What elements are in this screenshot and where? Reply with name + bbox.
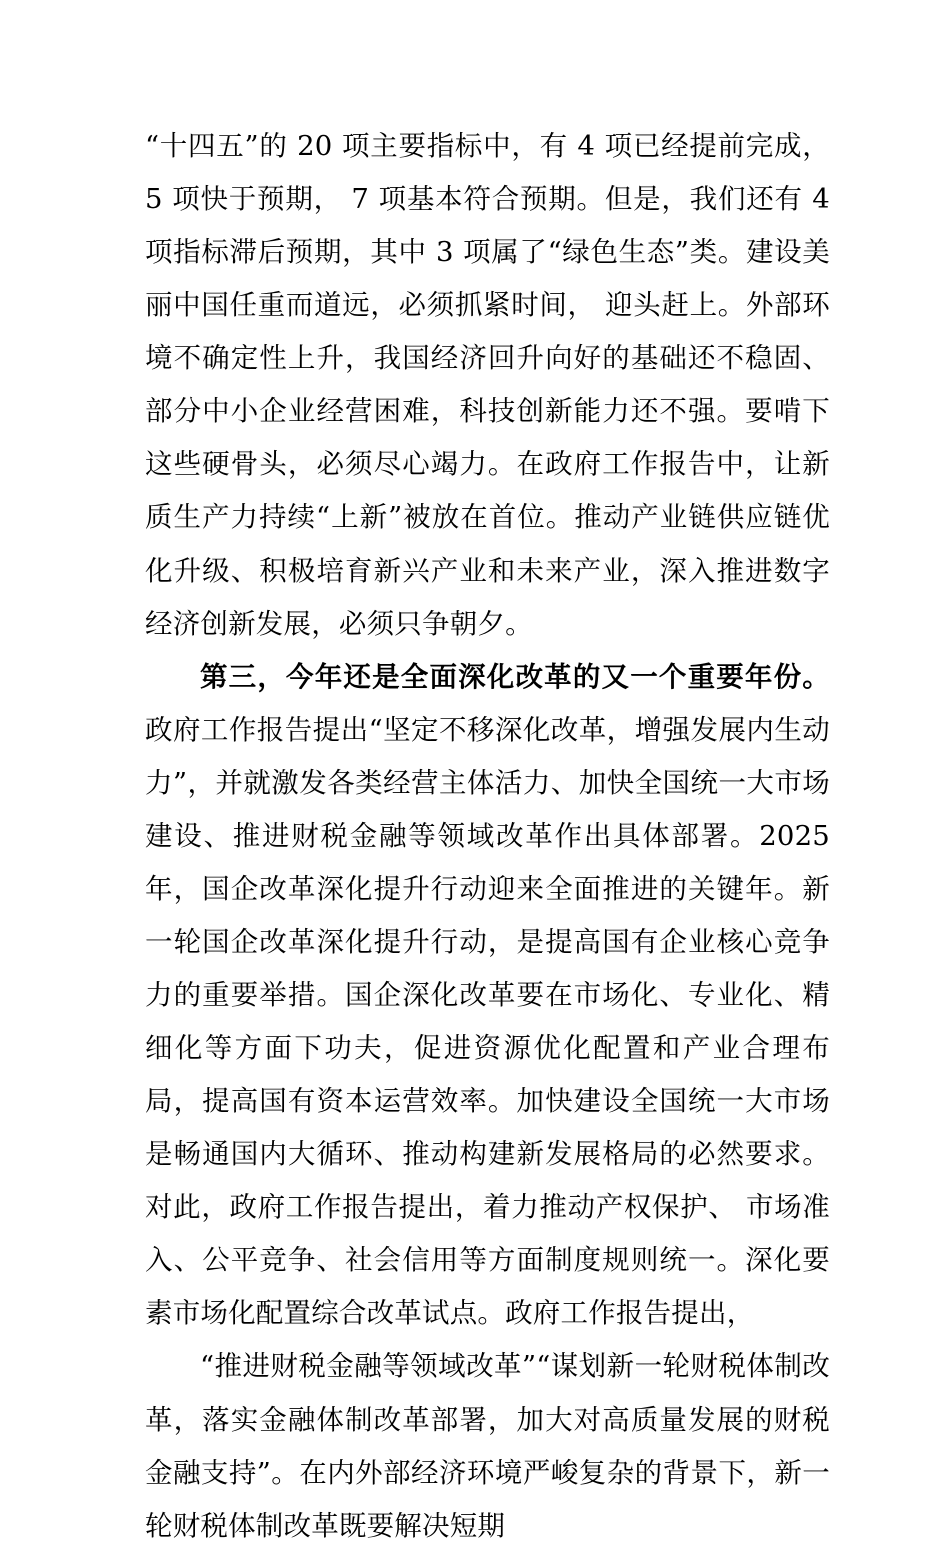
- paragraph-3: [145, 1340, 830, 1552]
- paragraph-1: [145, 120, 830, 651]
- paragraph-1-text: “十四五”的 20 项主要指标中，有 4 项已经提前完成，5 项快于预期， 7 项基本符合预期。但是，我们还有 4 项指标滞后预期，其中 3 项属了“绿色生态”类。建设美丽中国任重而道远，必须抓紧时间， 迎头赶上。外部环境不确定性上升，我国经济回升向好的基础还不稳固、部分中小企业经营困难，科技创新能力还不强。要啃下这些硬骨头，必须尽心竭力。在政府工作报告中，让新质生产力持续“上新”被放在首位。推动产业链供应链优化升级、积极培育新兴产业和未来产业，深入推进数字经济创新发展，必须只争朝夕。: [145, 130, 830, 640]
- paragraph-2-heading-run: 第三，今年还是全面深化改革的又一个重要年份。: [200, 660, 830, 693]
- paragraph-3-text: “推进财税金融等领域改革”“谋划新一轮财税体制改革，落实金融体制改革部署，加大对高质量发展的财税金融支持”。在内外部经济环境严峻复杂的背景下，新一轮财税体制改革既要解决短期: [145, 1350, 830, 1542]
- document-body: [145, 120, 830, 1553]
- paragraph-2-text: 政府工作报告提出“坚定不移深化改革，增强发展内生动力”，并就激发各类经营主体活力、加快全国统一大市场建设、推进财税金融等领域改革作出具体部署。2025 年，国企改革深化提升行动迎来全面推进的关键年。新一轮国企改革深化提升行动，是提高国有企业核心竞争力的重要举措。国企深化改革要在市场化、专业化、精细化等方面下功夫，促进资源优化配置和产业合理布局，提高国有资本运营效率。加快建设全国统一大市场是畅通国内大循环、推动构建新发展格局的必然要求。对此，政府工作报告提出，着力推动产权保护、 市场准入、公平竞争、社会信用等方面制度规则统一。深化要素市场化配置综合改革试点。政府工作报告提出，: [145, 713, 830, 1330]
- paragraph-2: [145, 651, 830, 1341]
